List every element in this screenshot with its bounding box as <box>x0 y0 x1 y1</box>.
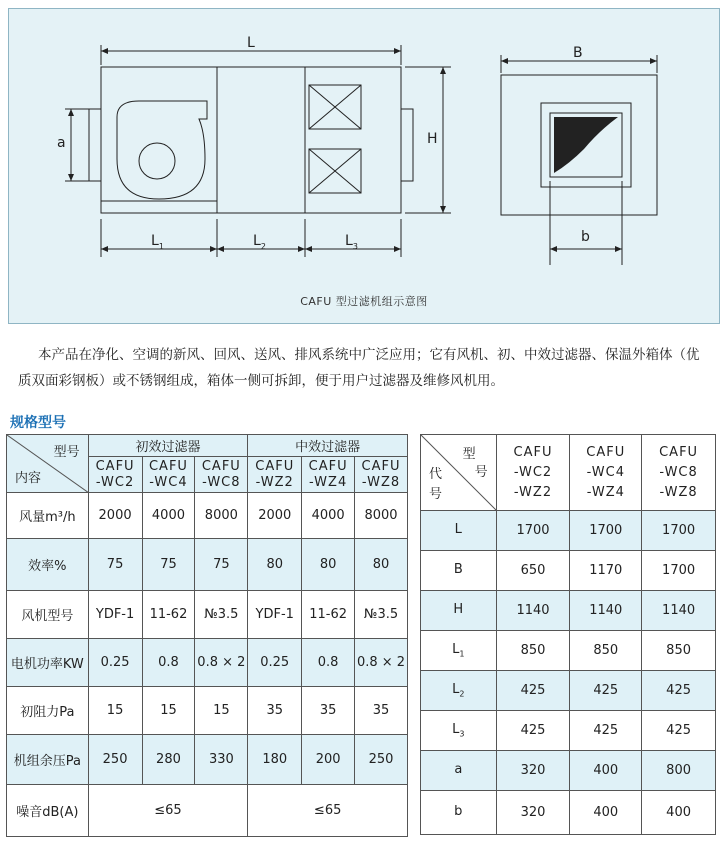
table-row <box>421 751 716 791</box>
model-header: CAFU -WC8 <box>195 457 248 493</box>
row-label: H <box>421 591 497 631</box>
table-row <box>7 687 408 735</box>
corner-bottom-label: 号 <box>429 487 443 502</box>
dim-label-L2: $L_2$ <box>253 233 266 251</box>
cell: 200 <box>302 735 355 785</box>
row-label: 风机型号 <box>7 591 89 639</box>
table-row <box>421 711 716 751</box>
model-header: CAFU -WC8 -WZ8 <box>642 435 716 511</box>
cell: 425 <box>642 671 716 711</box>
row-label: $L_1$ <box>421 631 497 671</box>
cell: 425 <box>570 671 642 711</box>
model-header: CAFU -WC2 <box>88 457 142 493</box>
table-row <box>7 493 408 539</box>
row-label: 电机功率KW <box>7 639 89 687</box>
cell: 35 <box>248 687 302 735</box>
cell: YDF-1 <box>248 591 302 639</box>
table-row <box>7 591 408 639</box>
table-row <box>421 551 716 591</box>
cell: 75 <box>195 539 248 591</box>
model-header: CAFU -WZ2 <box>248 457 302 493</box>
cell: №3.5 <box>195 591 248 639</box>
cell: 15 <box>142 687 195 735</box>
cell: 425 <box>496 671 570 711</box>
cell: YDF-1 <box>88 591 142 639</box>
product-description: 本产品在净化、空调的新风、回风、送风、排风系统中广泛应用；它有风机、初、中效过滤器、保温外箱体（优质双面彩钢板）或不锈钢组成，箱体一侧可拆卸，便于用户过滤器及维修风机用。 <box>18 347 700 389</box>
row-label: B <box>421 551 497 591</box>
inlet-flange <box>89 109 101 181</box>
corner-bottom-label: 内容 <box>15 471 42 486</box>
cell: 320 <box>496 751 570 791</box>
corner-header <box>421 435 497 511</box>
table-row <box>7 539 408 591</box>
cell: 1700 <box>642 511 716 551</box>
cell: 0.8 <box>302 639 355 687</box>
model-header: CAFU -WC2 -WZ2 <box>496 435 570 511</box>
cell: 650 <box>496 551 570 591</box>
cell: 35 <box>355 687 408 735</box>
cell: 1140 <box>642 591 716 631</box>
fan-housing <box>117 101 207 199</box>
cell: 0.8 × 2 <box>195 639 248 687</box>
cell: 80 <box>355 539 408 591</box>
model-header: CAFU -WZ4 <box>302 457 355 493</box>
cell: 425 <box>570 711 642 751</box>
table-row-noise <box>7 785 408 837</box>
row-label: 噪音dB(A) <box>7 785 89 837</box>
cell: 8000 <box>195 493 248 539</box>
cell: 330 <box>195 735 248 785</box>
row-label: b <box>421 791 497 835</box>
cell: 15 <box>195 687 248 735</box>
cell: 800 <box>642 751 716 791</box>
cell: 1700 <box>642 551 716 591</box>
model-header: CAFU -WC4 -WZ4 <box>570 435 642 511</box>
cell: 1700 <box>496 511 570 551</box>
model-header: CAFU -WC4 <box>142 457 195 493</box>
spec-table-right <box>420 434 716 835</box>
row-label: 效率% <box>7 539 89 591</box>
row-label: 机组余压Pa <box>7 735 89 785</box>
cell: 850 <box>642 631 716 671</box>
cell: 425 <box>642 711 716 751</box>
corner-top-label: 号 <box>474 465 488 480</box>
cell: 0.8 <box>142 639 195 687</box>
dim-label-L: L <box>247 35 255 51</box>
dim-label-H: H <box>427 131 438 147</box>
cell: 250 <box>88 735 142 785</box>
row-label: $L_3$ <box>421 711 497 751</box>
cell: 180 <box>248 735 302 785</box>
section-title: 规格型号 <box>10 415 66 431</box>
cell: 35 <box>302 687 355 735</box>
cell: 0.8 × 2 <box>355 639 408 687</box>
cell: 8000 <box>355 493 408 539</box>
corner-top-label: 型 <box>462 447 476 462</box>
fan-wheel <box>139 143 175 179</box>
row-label: a <box>421 751 497 791</box>
cell: 0.25 <box>248 639 302 687</box>
table-row <box>7 639 408 687</box>
table-row <box>421 671 716 711</box>
corner-header <box>7 435 89 493</box>
cell: 850 <box>570 631 642 671</box>
row-label: $L_2$ <box>421 671 497 711</box>
cell: 1140 <box>496 591 570 631</box>
end-view-damper <box>554 117 618 173</box>
cell: 4000 <box>302 493 355 539</box>
cell: 2000 <box>248 493 302 539</box>
cell: 1170 <box>570 551 642 591</box>
dim-label-a: a <box>57 135 66 151</box>
row-label: L <box>421 511 497 551</box>
cell: ≤65 <box>248 785 408 837</box>
cell: 400 <box>570 791 642 835</box>
cell: 1700 <box>570 511 642 551</box>
model-header: CAFU -WZ8 <box>355 457 408 493</box>
cell: 11-62 <box>302 591 355 639</box>
cell: 75 <box>88 539 142 591</box>
spec-table-left <box>6 434 408 837</box>
dim-label-L1: $L_1$ <box>151 233 164 251</box>
table-row <box>421 591 716 631</box>
cell: 400 <box>570 751 642 791</box>
table-row <box>421 511 716 551</box>
dim-label-L3: $L_3$ <box>345 233 358 251</box>
table-row <box>7 735 408 785</box>
cell: 80 <box>302 539 355 591</box>
cell: 15 <box>88 687 142 735</box>
group-header-medium: 中效过滤器 <box>248 435 408 457</box>
outlet-flange <box>401 109 413 181</box>
cell: 850 <box>496 631 570 671</box>
cell: 11-62 <box>142 591 195 639</box>
cell: 4000 <box>142 493 195 539</box>
cell: 2000 <box>88 493 142 539</box>
corner-top-label: 型号 <box>53 445 80 460</box>
row-label: 初阻力Pa <box>7 687 89 735</box>
schematic-diagram <box>8 8 720 324</box>
row-label: 风量m³/h <box>7 493 89 539</box>
cell: 75 <box>142 539 195 591</box>
table-row <box>421 631 716 671</box>
cell: 320 <box>496 791 570 835</box>
cell: 250 <box>355 735 408 785</box>
schematic-drawing <box>9 9 719 323</box>
cell: 0.25 <box>88 639 142 687</box>
group-header-primary: 初效过滤器 <box>88 435 248 457</box>
dim-label-b: b <box>581 229 590 245</box>
cell: ≤65 <box>88 785 248 837</box>
table-row <box>421 791 716 835</box>
corner-bottom-label: 代 <box>429 467 443 482</box>
cell: 425 <box>496 711 570 751</box>
cell: 1140 <box>570 591 642 631</box>
diagram-caption: CAFU 型过滤机组示意图 <box>300 295 428 308</box>
cell: №3.5 <box>355 591 408 639</box>
dim-label-B: B <box>573 45 583 61</box>
cell: 80 <box>248 539 302 591</box>
cell: 280 <box>142 735 195 785</box>
cell: 400 <box>642 791 716 835</box>
